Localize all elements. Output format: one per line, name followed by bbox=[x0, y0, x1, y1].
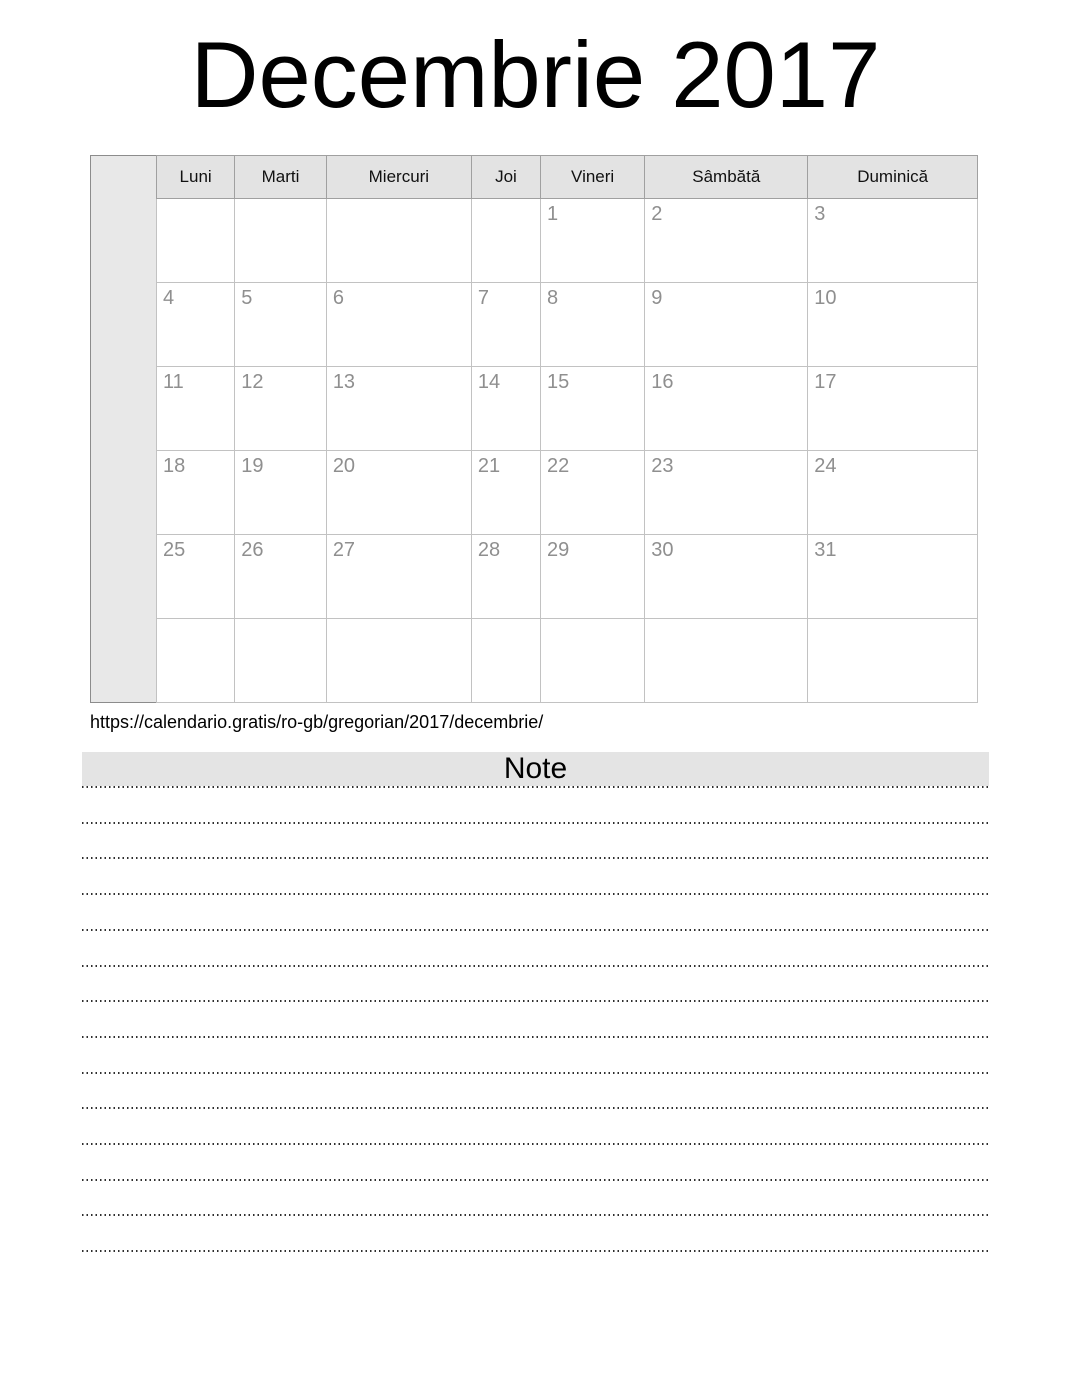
day-number: 13 bbox=[332, 371, 356, 393]
day-number: 26 bbox=[241, 539, 264, 561]
day-cell bbox=[235, 367, 327, 451]
weekday-header-row bbox=[157, 156, 978, 199]
day-cell bbox=[645, 451, 808, 535]
day-cell bbox=[235, 451, 327, 535]
day-cell bbox=[326, 199, 471, 283]
day-number: 29 bbox=[546, 539, 570, 561]
day-cell bbox=[157, 367, 235, 451]
day-number: 17 bbox=[814, 371, 837, 393]
day-cell bbox=[157, 451, 235, 535]
day-cell bbox=[808, 283, 978, 367]
day-cell bbox=[326, 451, 471, 535]
source-url-text: https://calendario.gratis/ro-gb/gregorian/2017/decembrie/ bbox=[90, 712, 544, 732]
day-cell bbox=[157, 535, 235, 619]
day-number: 31 bbox=[814, 539, 837, 561]
day-number: 9 bbox=[651, 287, 663, 309]
day-cell bbox=[471, 199, 540, 283]
calendar-body bbox=[157, 199, 978, 703]
day-number: 8 bbox=[546, 287, 559, 309]
note-ruled-line bbox=[82, 822, 989, 824]
day-cell bbox=[471, 535, 540, 619]
weekday-header: Marti bbox=[235, 156, 327, 199]
day-cell bbox=[645, 199, 808, 283]
notes-heading: Note bbox=[503, 752, 568, 785]
day-cell bbox=[540, 619, 644, 703]
note-ruled-line bbox=[82, 1036, 989, 1038]
day-number: 7 bbox=[477, 287, 490, 309]
calendar-week-row bbox=[157, 199, 978, 283]
day-number: 2 bbox=[651, 203, 663, 225]
day-number: 12 bbox=[241, 371, 264, 393]
day-cell bbox=[235, 535, 327, 619]
note-ruled-line bbox=[82, 1143, 989, 1145]
calendar-week-row bbox=[157, 283, 978, 367]
day-number: 30 bbox=[651, 539, 674, 561]
day-cell bbox=[645, 283, 808, 367]
calendar-side-column bbox=[90, 155, 156, 703]
note-ruled-line bbox=[82, 1214, 989, 1216]
day-number: 15 bbox=[546, 371, 570, 393]
day-number: 24 bbox=[814, 455, 837, 477]
weekday-header: Miercuri bbox=[326, 156, 471, 199]
day-cell bbox=[540, 367, 644, 451]
day-cell bbox=[645, 619, 808, 703]
day-number: 22 bbox=[546, 455, 570, 477]
calendar-week-row bbox=[157, 535, 978, 619]
day-number: 10 bbox=[814, 287, 837, 309]
day-number: 19 bbox=[241, 455, 264, 477]
weekday-header: Vineri bbox=[540, 156, 644, 199]
weekday-header: Sâmbătă bbox=[645, 156, 808, 199]
day-cell bbox=[540, 451, 644, 535]
calendar-week-row bbox=[157, 619, 978, 703]
day-cell bbox=[808, 619, 978, 703]
day-cell bbox=[157, 199, 235, 283]
day-number: 1 bbox=[546, 203, 559, 225]
day-number: 6 bbox=[332, 287, 344, 309]
day-cell bbox=[808, 535, 978, 619]
day-cell bbox=[326, 283, 471, 367]
note-ruled-line bbox=[82, 1072, 989, 1074]
note-ruled-line bbox=[82, 1179, 989, 1181]
day-cell bbox=[235, 283, 327, 367]
note-ruled-line bbox=[82, 1000, 989, 1002]
calendar-week-row bbox=[157, 451, 978, 535]
day-number: 11 bbox=[163, 371, 184, 393]
note-ruled-line bbox=[82, 929, 989, 931]
day-cell bbox=[808, 451, 978, 535]
calendar-table bbox=[156, 155, 978, 703]
day-number: 14 bbox=[477, 371, 501, 393]
day-number: 4 bbox=[163, 287, 175, 309]
day-number: 16 bbox=[651, 371, 674, 393]
day-number: 23 bbox=[651, 455, 674, 477]
day-cell bbox=[235, 199, 327, 283]
day-number: 18 bbox=[163, 455, 186, 477]
day-number: 20 bbox=[332, 455, 356, 477]
day-number: 28 bbox=[477, 539, 501, 561]
day-cell bbox=[157, 283, 235, 367]
note-ruled-line bbox=[82, 1107, 989, 1109]
day-cell bbox=[645, 367, 808, 451]
note-ruled-line bbox=[82, 965, 989, 967]
note-ruled-line bbox=[82, 1250, 989, 1252]
calendar-week-row bbox=[157, 367, 978, 451]
note-ruled-line bbox=[82, 857, 989, 859]
day-cell bbox=[326, 535, 471, 619]
day-cell bbox=[540, 535, 644, 619]
day-cell bbox=[540, 199, 644, 283]
day-cell bbox=[157, 619, 235, 703]
day-cell bbox=[471, 367, 540, 451]
day-cell bbox=[808, 199, 978, 283]
day-cell bbox=[235, 619, 327, 703]
calendar-table-wrapper bbox=[90, 155, 978, 703]
day-cell bbox=[471, 451, 540, 535]
page-title: Decembrie 2017 bbox=[190, 22, 881, 127]
day-cell bbox=[326, 619, 471, 703]
notes-header-band bbox=[82, 752, 989, 786]
day-cell bbox=[645, 535, 808, 619]
day-number: 5 bbox=[241, 287, 253, 309]
day-number: 27 bbox=[332, 539, 356, 561]
weekday-header: Joi bbox=[471, 156, 540, 199]
day-cell bbox=[471, 283, 540, 367]
day-number: 3 bbox=[814, 203, 826, 225]
day-cell bbox=[471, 619, 540, 703]
day-number: 21 bbox=[477, 455, 501, 477]
day-cell bbox=[326, 367, 471, 451]
note-ruled-line bbox=[82, 893, 989, 895]
day-cell bbox=[808, 367, 978, 451]
note-ruled-line bbox=[82, 786, 989, 788]
weekday-header: Duminică bbox=[808, 156, 978, 199]
weekday-header: Luni bbox=[157, 156, 235, 199]
day-cell bbox=[540, 283, 644, 367]
day-number: 25 bbox=[163, 539, 186, 561]
